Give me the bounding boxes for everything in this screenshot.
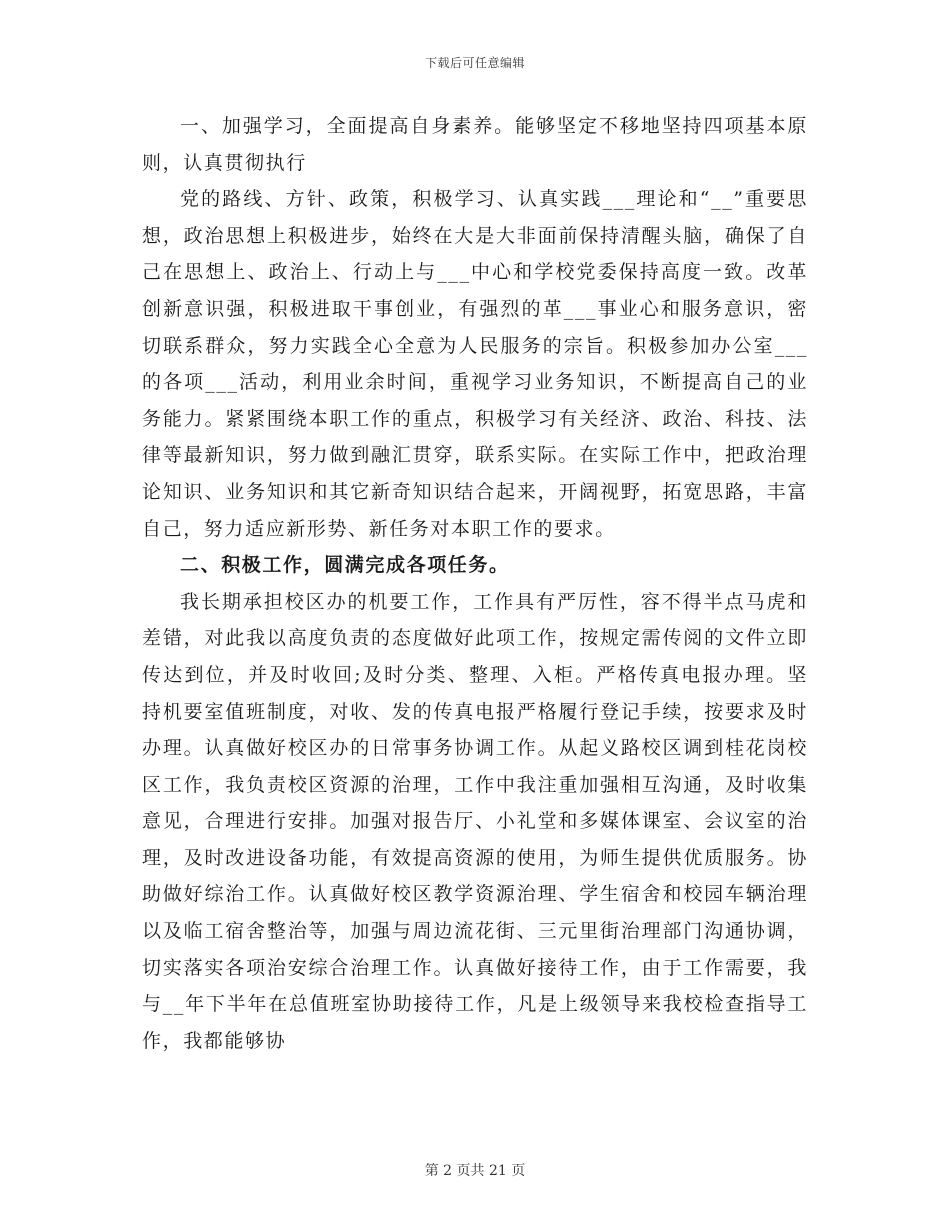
section-2-heading: 二、积极工作，圆满完成各项任务。 <box>180 554 510 577</box>
document-body <box>142 108 808 1059</box>
page-footer: 第 2 页共 21 页 <box>424 1163 526 1179</box>
paragraph-section-1-body: 党的路线、方针、政策，积极学习、认真实践___理论和“__”重要思想，政治思想上积极进步，始终在大是大非面前保持清醒头脑，确保了自己在思想上、政治上、行动上与___中心和学校党委保持高度一致。改革创新意识强，积极进取干事创业，有强烈的革___事业心和服务意识，密切联系群众，努力实践全心全意为人民服务的宗旨。积极参加办公室___的各项___活动，利用业余时间，重视学习业务知识，不断提高自己的业务能力。紧紧围绕本职工作的重点，积极学习有关经济、政治、科技、法律等最新知识，努力做到融汇贯穿，联系实际。在实际工作中，把政治理论知识、业务知识和其它新奇知识结合起来，开阔视野，拓宽思路，丰富自己，努力适应新形势、新任务对本职工作的要求。 <box>142 188 808 540</box>
paragraph-section-1-heading: 一、加强学习，全面提高自身素养。能够坚定不移地坚持四项基本原则，认真贯彻执行 <box>142 115 808 174</box>
paragraph-section-2-body: 我长期承担校区办的机要工作，工作具有严厉性，容不得半点马虎和差错，对此我以高度负责的态度做好此项工作，按规定需传阅的文件立即传达到位，并及时收回;及时分类、整理、入柜。严格传真电报办理。坚持机要室值班制度，对收、发的传真电报严格履行登记手续，按要求及时办理。认真做好校区办的日常事务协调工作。从起义路校区调到桂花岗校区工作，我负责校区资源的治理，工作中我注重加强相互沟通，及时收集意见，合理进行安排。加强对报告厅、小礼堂和多媒体课室、会议室的治理，及时改进设备功能，有效提高资源的使用，为师生提供优质服务。协助做好综治工作。认真做好校区教学资源治理、学生宿舍和校园车辆治理以及临工宿舍整治等，加强与周边流花街、三元里街治理部门沟通协调，切实落实各项治安综合治理工作。认真做好接待工作，由于工作需要，我与__年下半年在总值班室协助接待工作，凡是上级领导来我校检查指导工作，我都能够协 <box>142 590 808 1052</box>
page-header: 下载后可任意编辑 <box>424 56 525 70</box>
